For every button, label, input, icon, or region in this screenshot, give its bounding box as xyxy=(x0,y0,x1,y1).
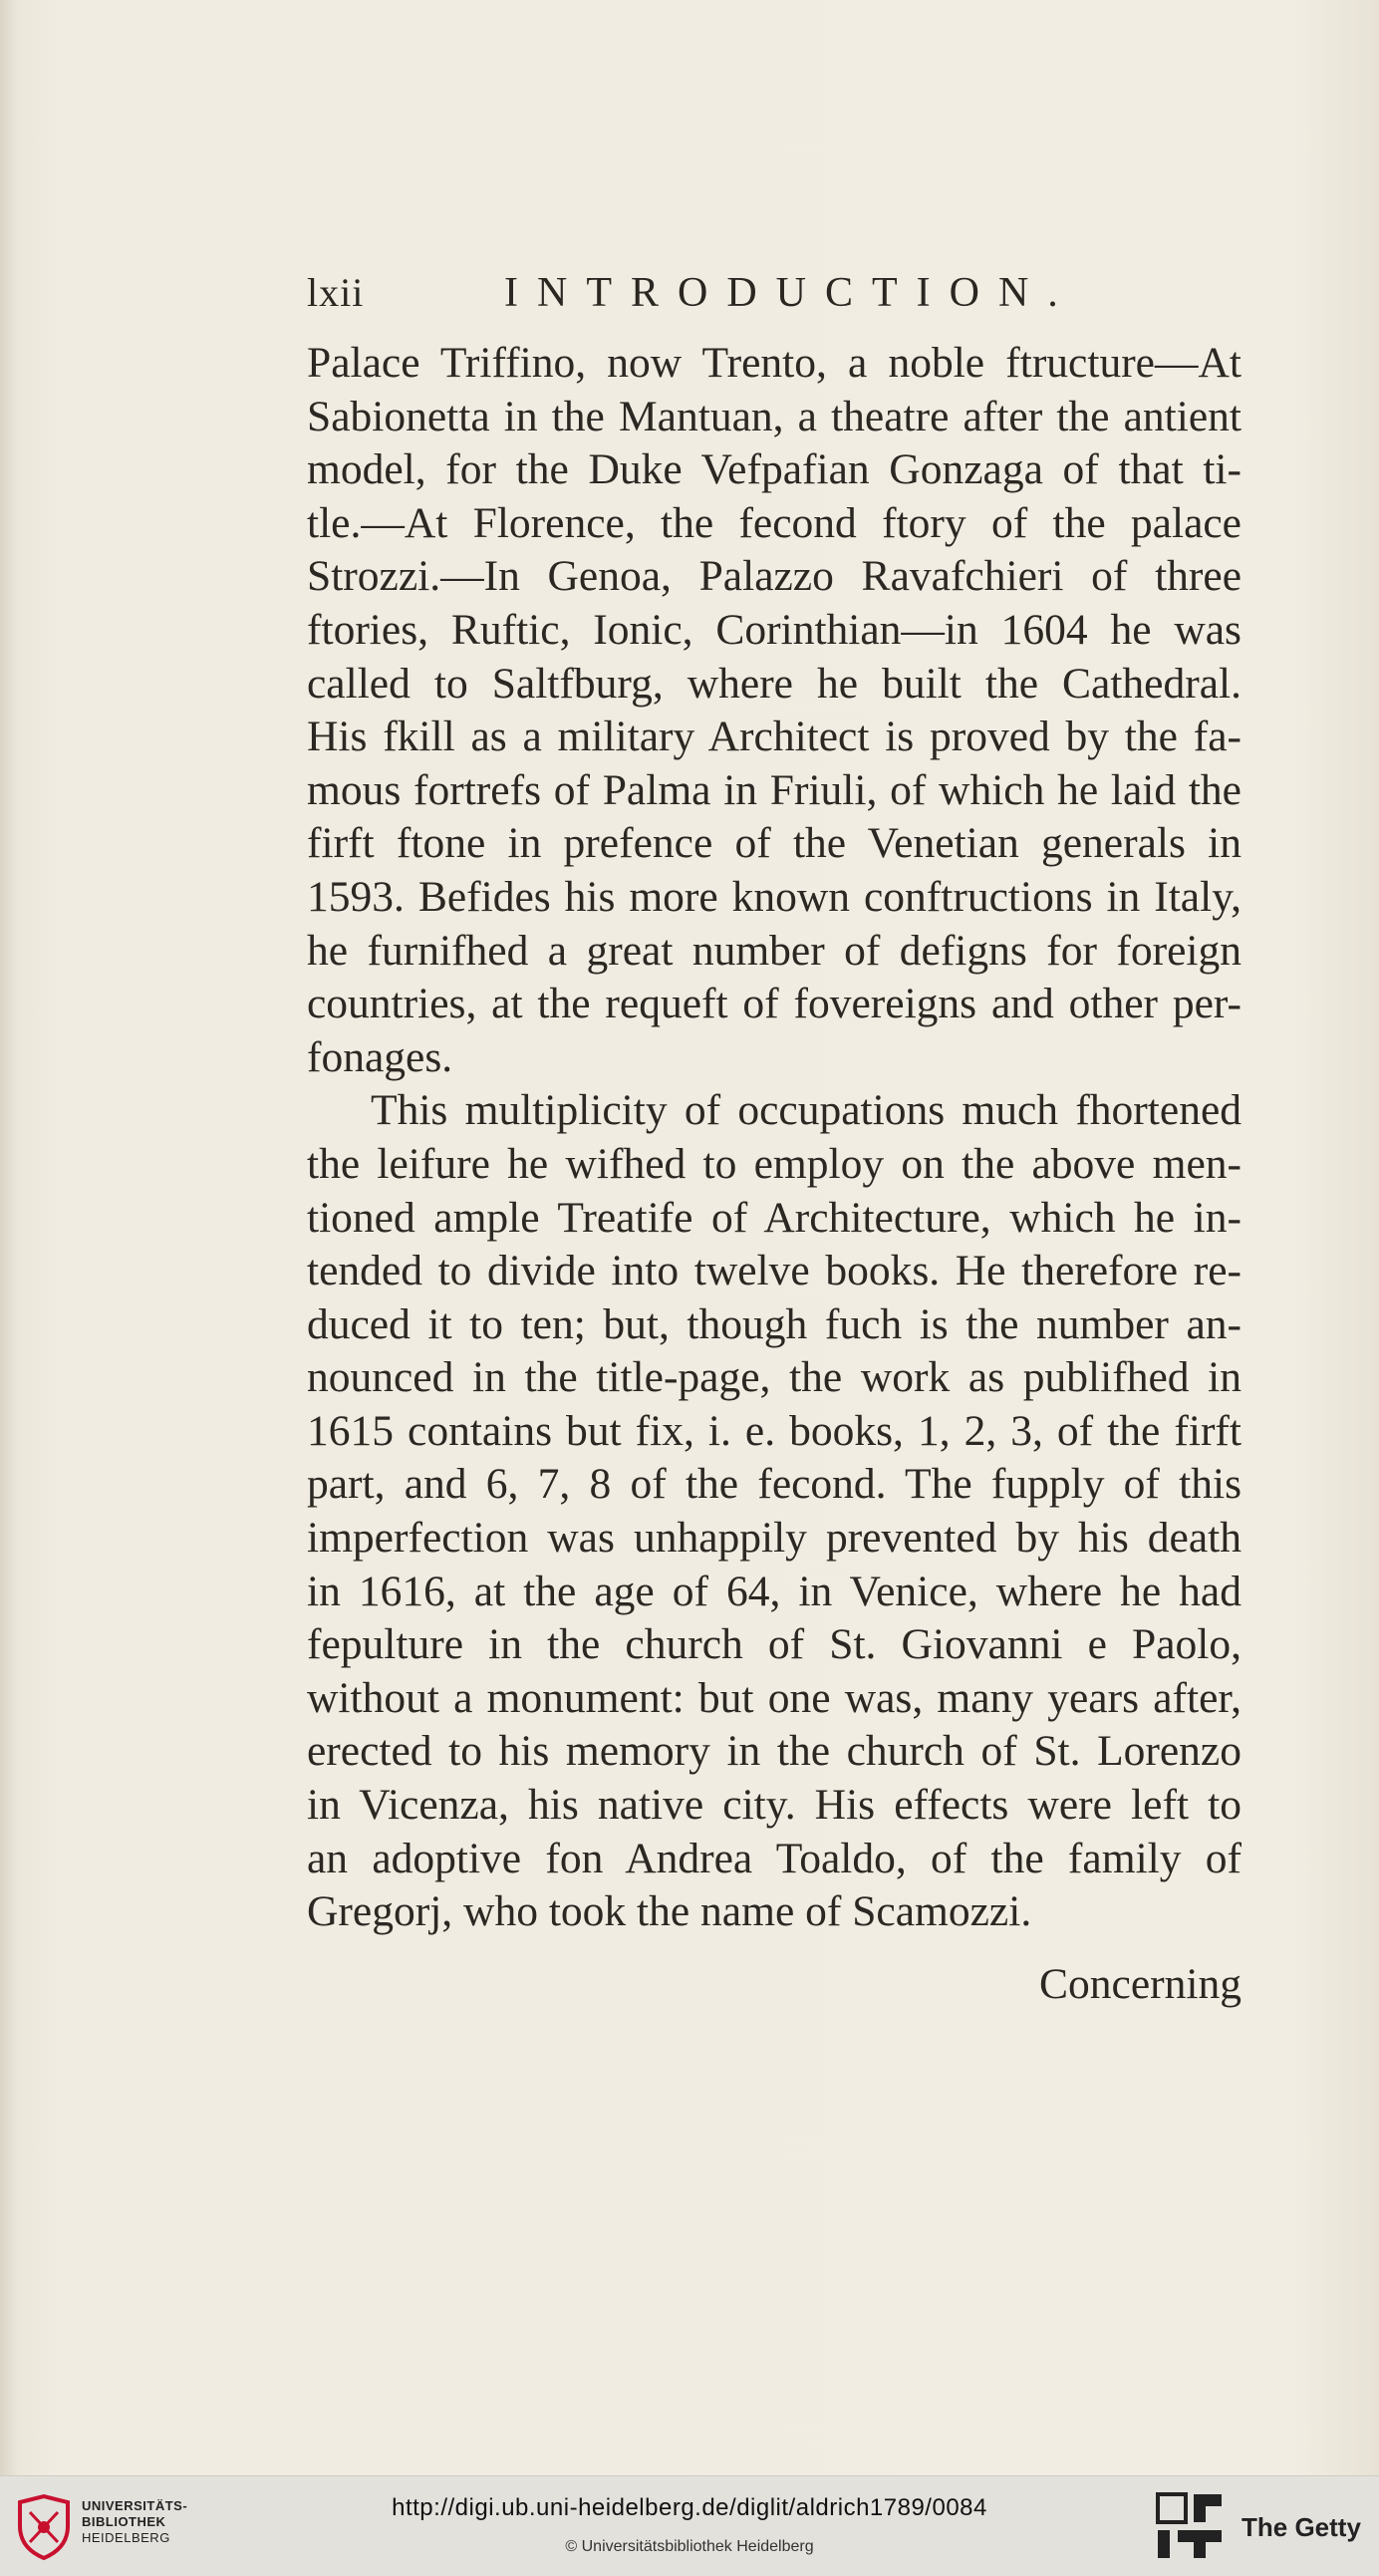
text-line: he furnifhed a great number of defigns for foreign xyxy=(307,926,1241,975)
text-line: ftories, Ruftic, Ionic, Corinthian—in 1604 he was xyxy=(307,605,1241,654)
text-line: 1615 contains but fix, i. e. books, 1, 2, 3, of the firft xyxy=(307,1406,1241,1455)
text-line: countries, at the requeft of fovereigns and other per- xyxy=(307,980,1241,1028)
catchword: Concerning xyxy=(1039,1960,1241,2008)
text-line: tended to divide into twelve books. He therefore re- xyxy=(307,1247,1241,1295)
text-line: part, and 6, 7, 8 of the fecond. The fupply of this xyxy=(307,1460,1241,1509)
text-line: tle.—At Florence, the fecond ftory of the palace xyxy=(307,498,1241,547)
text-line: called to Saltfburg, where he built the Cathedral. xyxy=(307,659,1241,708)
text-line: Strozzi.—In Genoa, Palazzo Ravafchieri of three xyxy=(307,552,1241,601)
text-line: Palace Triffino, now Trento, a noble ftructure—At xyxy=(307,339,1241,387)
partner-name: The Getty xyxy=(1241,2512,1361,2542)
text-line: without a monument: but one was, many years after, xyxy=(307,1673,1241,1722)
text-line: tioned ample Treatife of Architecture, which he in- xyxy=(307,1193,1241,1242)
text-line: mous fortrefs of Palma in Friuli, of which he laid the xyxy=(307,765,1241,814)
library-name-line-3: HEIDELBERG xyxy=(82,2530,170,2545)
text-line: Gregorj, who took the name of Scamozzi. xyxy=(307,1887,1032,1936)
running-title: INTRODUCTION. xyxy=(504,270,1077,316)
text-line: in 1616, at the age of 64, in Venice, where he had xyxy=(307,1567,1241,1615)
text-line: Sabionetta in the Mantuan, a theatre after the antient xyxy=(307,392,1241,440)
library-name-line-1: UNIVERSITÄTS- xyxy=(82,2498,188,2513)
text-line: imperfection was unhappily prevented by his death xyxy=(307,1514,1241,1563)
text-line: This multiplicity of occupations much fhortened xyxy=(371,1086,1241,1135)
text-line: His fkill as a military Architect is proved by the fa- xyxy=(307,713,1241,761)
text-line: nounced in the title-page, the work as publifhed in xyxy=(307,1353,1241,1402)
text-line: an adoptive fon Andrea Toaldo, of the family of xyxy=(307,1834,1241,1882)
text-line: erected to his memory in the church of St. Lorenzo xyxy=(307,1727,1241,1776)
getty-logo-icon[interactable] xyxy=(1154,2490,1226,2562)
permalink-url[interactable]: http://digi.ub.uni-heidelberg.de/diglit/aldrich1789/0084 xyxy=(392,2494,987,2521)
running-head xyxy=(307,269,1263,329)
text-line: fonages. xyxy=(307,1032,453,1081)
text-line: in Vicenza, his native city. His effects were left to xyxy=(307,1781,1241,1830)
copyright-notice: © Universitätsbibliothek Heidelberg xyxy=(565,2538,814,2555)
text-line: the leifure he wifhed to employ on the above men- xyxy=(307,1139,1241,1188)
library-name-line-2: BIBLIOTHEK xyxy=(82,2514,166,2529)
text-line: fepulture in the church of St. Giovanni e Paolo, xyxy=(307,1620,1241,1669)
text-line: firft ftone in prefence of the Venetian generals in xyxy=(307,819,1241,868)
text-line: model, for the Duke Vefpafian Gonzaga of that ti- xyxy=(307,445,1241,494)
text-line: duced it to ten; but, though fuch is the number an- xyxy=(307,1299,1241,1348)
viewer-footer xyxy=(0,2475,1379,2576)
page-number: lxii xyxy=(307,270,365,315)
body-text xyxy=(307,337,1241,1939)
text-line: 1593. Befides his more known conftructions in Italy, xyxy=(307,872,1241,921)
